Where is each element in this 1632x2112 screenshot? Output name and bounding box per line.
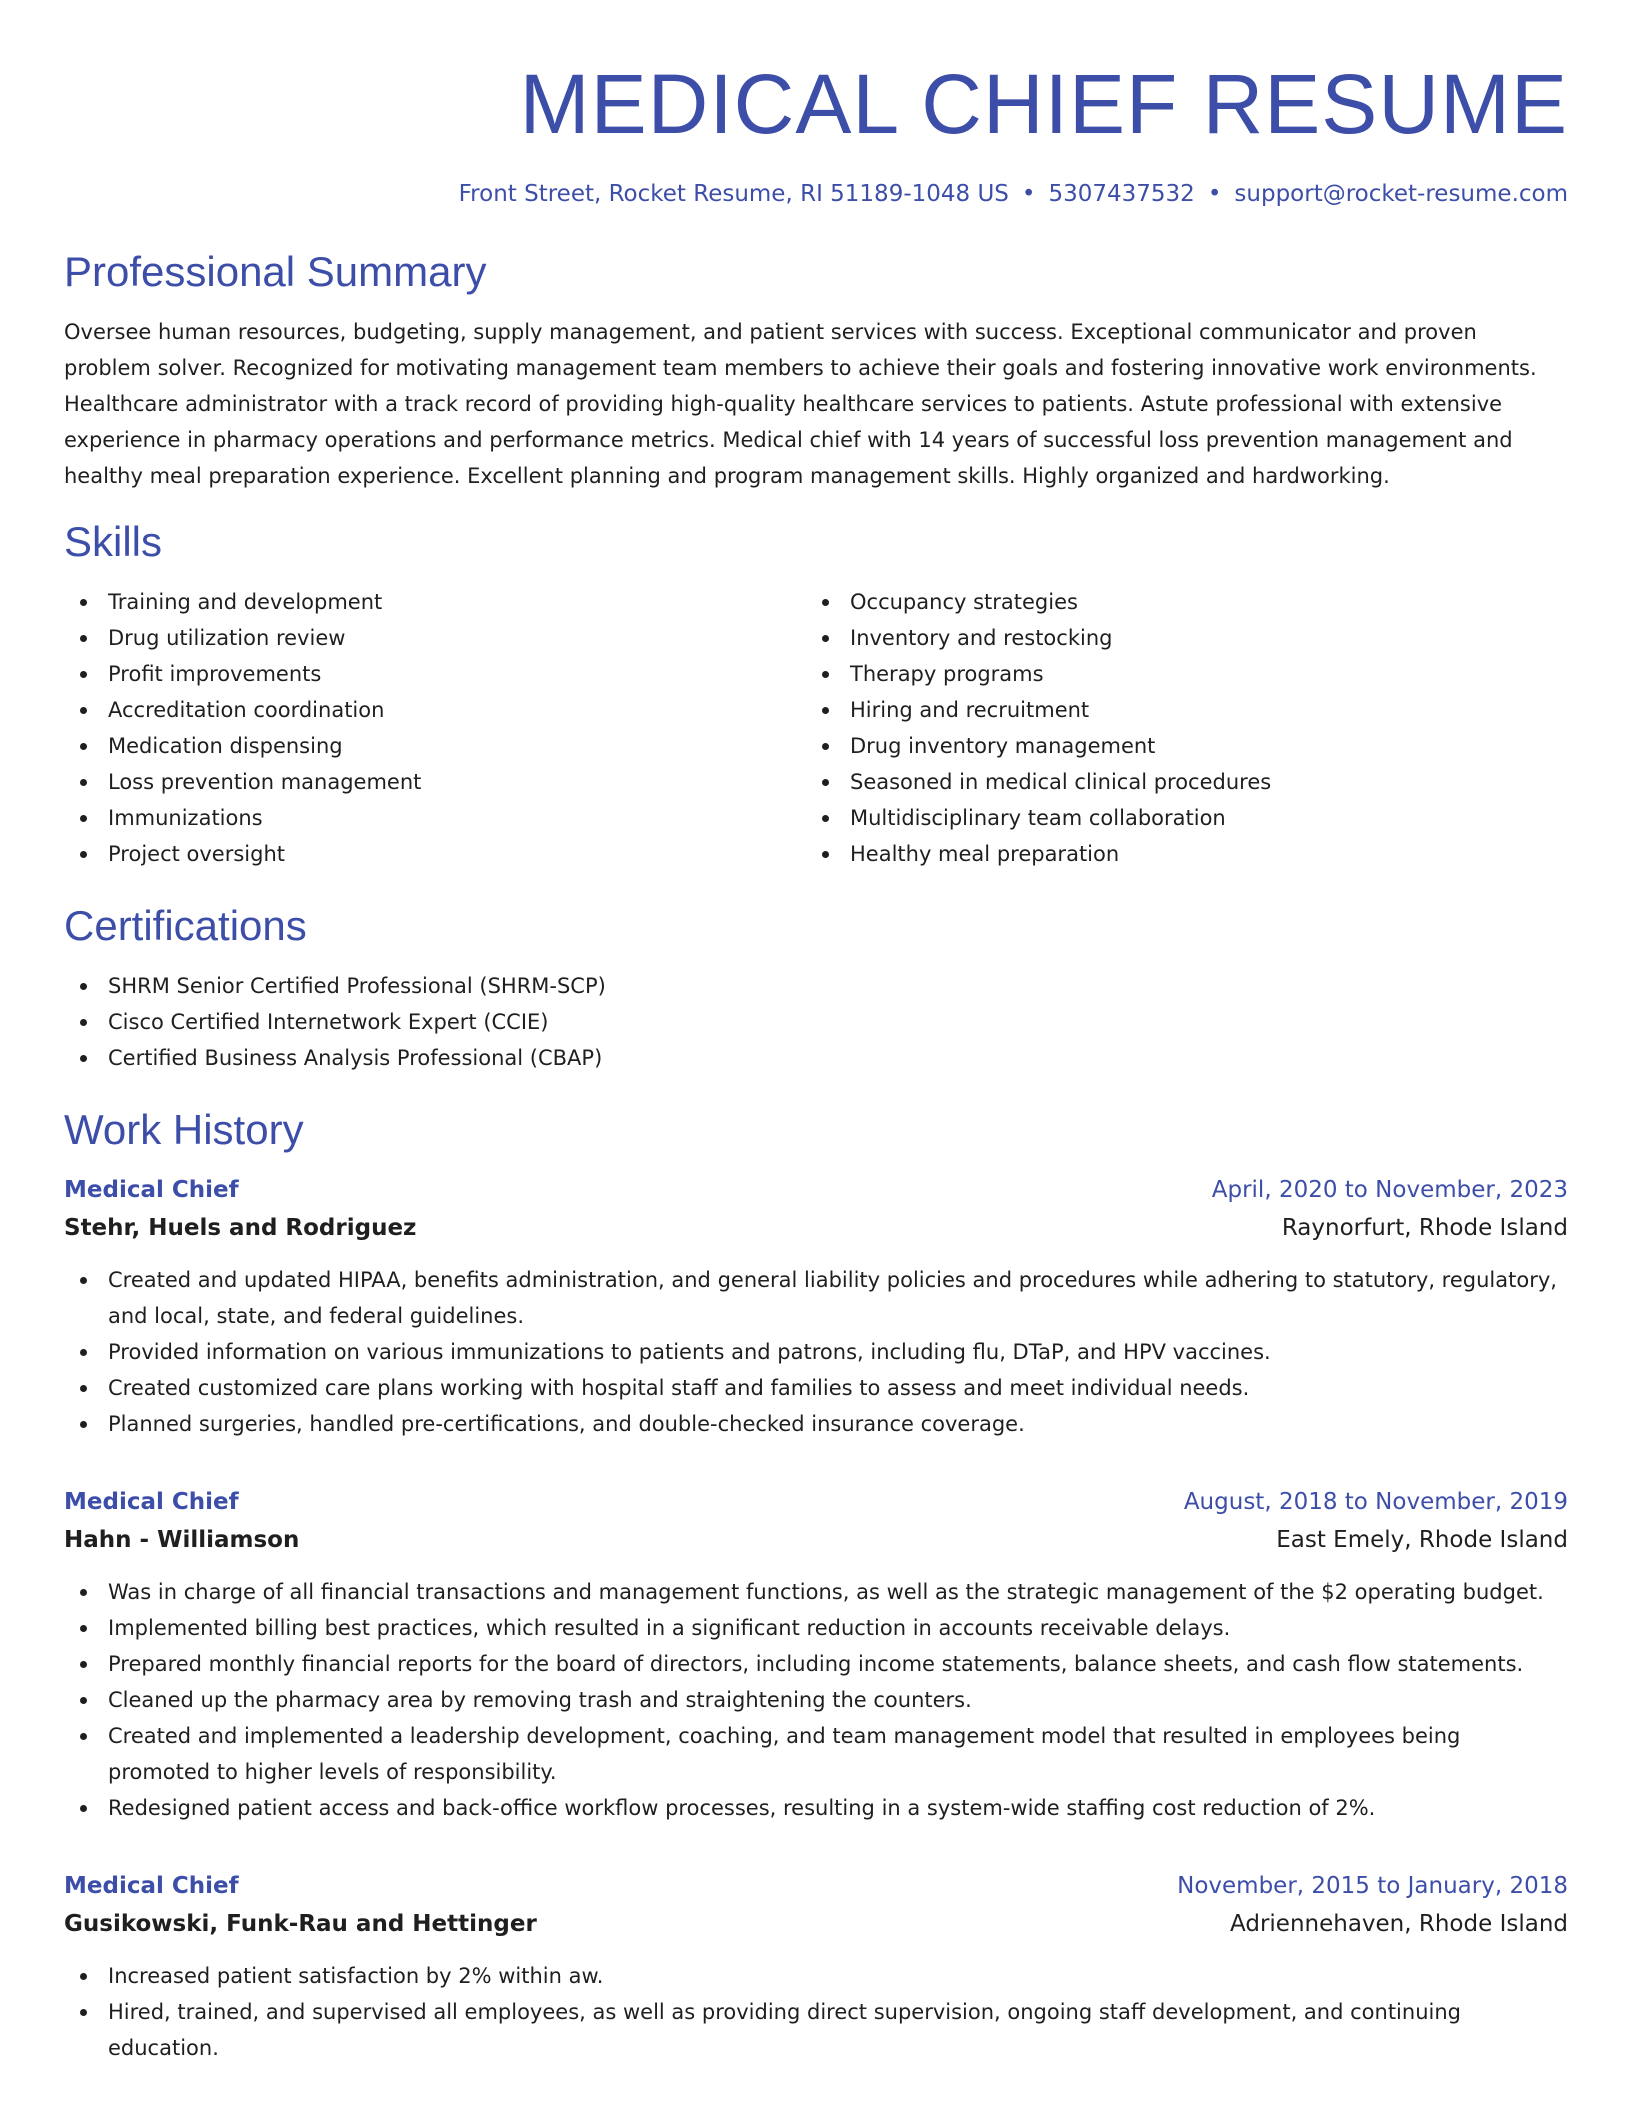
job-role: Medical Chief (64, 1489, 239, 1515)
skill-item: Multidisciplinary team collaboration (806, 800, 1548, 836)
skill-item: Therapy programs (806, 656, 1548, 692)
job-entry (64, 1172, 1568, 1442)
job-entry (64, 1868, 1568, 2066)
skill-item: Immunizations (64, 800, 806, 836)
job-company: Gusikowski, Funk-Rau and Hettinger (64, 1911, 537, 1937)
skill-item: Inventory and restocking (806, 620, 1548, 656)
job-role: Medical Chief (64, 1873, 239, 1899)
job-bullet: Cleaned up the pharmacy area by removing trash and straightening the counters. (64, 1682, 1568, 1718)
job-company: Hahn - Williamson (64, 1527, 300, 1553)
certification-item: SHRM Senior Certified Professional (SHRM-SCP) (64, 968, 1568, 1004)
summary-heading: Professional Summary (64, 248, 487, 295)
job-company: Stehr, Huels and Rodriguez (64, 1215, 417, 1241)
contact-separator: • (1021, 181, 1036, 207)
skill-item: Seasoned in medical clinical procedures (806, 764, 1548, 800)
job-role: Medical Chief (64, 1177, 239, 1203)
skill-item: Loss prevention management (64, 764, 806, 800)
job-bullet: Implemented billing best practices, which resulted in a significant reduction in accounts receivable delays. (64, 1610, 1568, 1646)
job-bullets (64, 1574, 1568, 1826)
skill-item: Occupancy strategies (806, 584, 1548, 620)
job-bullets (64, 1262, 1568, 1442)
job-bullets (64, 1958, 1568, 2066)
contact-separator: • (1207, 181, 1222, 207)
skill-item: Healthy meal preparation (806, 836, 1548, 872)
skill-item: Medication dispensing (64, 728, 806, 764)
skill-item: Drug utilization review (64, 620, 806, 656)
job-bullet: Created customized care plans working with hospital staff and families to assess and meet individual needs. (64, 1370, 1568, 1406)
job-location: East Emely, Rhode Island (1276, 1527, 1568, 1553)
job-bullet: Was in charge of all financial transactions and management functions, as well as the strategic management of the $2 operating budget. (64, 1574, 1568, 1610)
job-location: Raynorfurt, Rhode Island (1281, 1215, 1568, 1241)
job-bullet: Prepared monthly financial reports for the board of directors, including income statements, balance sheets, and cash flow statements. (64, 1646, 1568, 1682)
contact-email[interactable]: support@rocket-resume.com (1234, 181, 1568, 207)
skill-item: Project oversight (64, 836, 806, 872)
skills-heading: Skills (64, 518, 163, 565)
skill-item: Profit improvements (64, 656, 806, 692)
resume-page (64, 0, 1568, 2066)
job-entry (64, 1484, 1568, 1826)
skills-list-left (64, 584, 806, 872)
resume-title: MEDICAL CHIEF RESUME (519, 57, 1568, 151)
job-bullet: Redesigned patient access and back-office workflow processes, resulting in a system-wide staffing cost reduction of 2%. (64, 1790, 1568, 1826)
skill-item: Hiring and recruitment (806, 692, 1548, 728)
certification-item: Cisco Certified Internetwork Expert (CCIE) (64, 1004, 1568, 1040)
job-location: Adriennehaven, Rhode Island (1230, 1911, 1568, 1937)
skills-list-right (806, 584, 1548, 872)
job-bullet: Created and implemented a leadership development, coaching, and team management model that resulted in employees being promoted to higher levels of responsibility. (64, 1718, 1568, 1790)
summary-text: Oversee human resources, budgeting, supply management, and patient services with success. Exceptional communicator and proven problem solver. Recognized for motivating management team members to achieve their goals and fostering innovative work environments. Healthcare administrator with a track record of providing high-quality healthcare services to patients. Astute professional with extensive experience in pharmacy operations and performance metrics. Medical chief with 14 years of successful loss prevention management and healthy meal preparation experience. Excellent planning and program management skills. Highly organized and hardworking. (64, 320, 1537, 488)
job-subheader (64, 1904, 1568, 1944)
job-subheader (64, 1208, 1568, 1248)
job-header (64, 1868, 1568, 1904)
contact-address: Front Street, Rocket Resume, RI 51189-1048 US (458, 181, 1009, 207)
job-bullet: Planned surgeries, handled pre-certifications, and double-checked insurance coverage. (64, 1406, 1568, 1442)
skill-item: Accreditation coordination (64, 692, 806, 728)
job-dates: April, 2020 to November, 2023 (1211, 1177, 1568, 1203)
job-header (64, 1484, 1568, 1520)
job-bullet: Provided information on various immunizations to patients and patrons, including flu, DTaP, and HPV vaccines. (64, 1334, 1568, 1370)
job-bullet: Created and updated HIPAA, benefits administration, and general liability policies and procedures while adhering to statutory, regulatory, and local, state, and federal guidelines. (64, 1262, 1568, 1334)
job-subheader (64, 1520, 1568, 1560)
job-bullet: Increased patient satisfaction by 2% within aw. (64, 1958, 1568, 1994)
contact-phone: 5307437532 (1048, 181, 1195, 207)
certification-item: Certified Business Analysis Professional (CBAP) (64, 1040, 1568, 1076)
skill-item: Training and development (64, 584, 806, 620)
skill-item: Drug inventory management (806, 728, 1548, 764)
work-history-heading: Work History (64, 1106, 304, 1153)
skills-grid (64, 584, 1568, 872)
job-dates: November, 2015 to January, 2018 (1177, 1873, 1568, 1899)
job-dates: August, 2018 to November, 2019 (1183, 1489, 1568, 1515)
certifications-heading: Certifications (64, 902, 307, 949)
contact-line (64, 178, 1568, 210)
certifications-list (64, 968, 1568, 1076)
job-bullet: Hired, trained, and supervised all employees, as well as providing direct supervision, ongoing staff development, and continuing education. (64, 1994, 1568, 2066)
job-header (64, 1172, 1568, 1208)
